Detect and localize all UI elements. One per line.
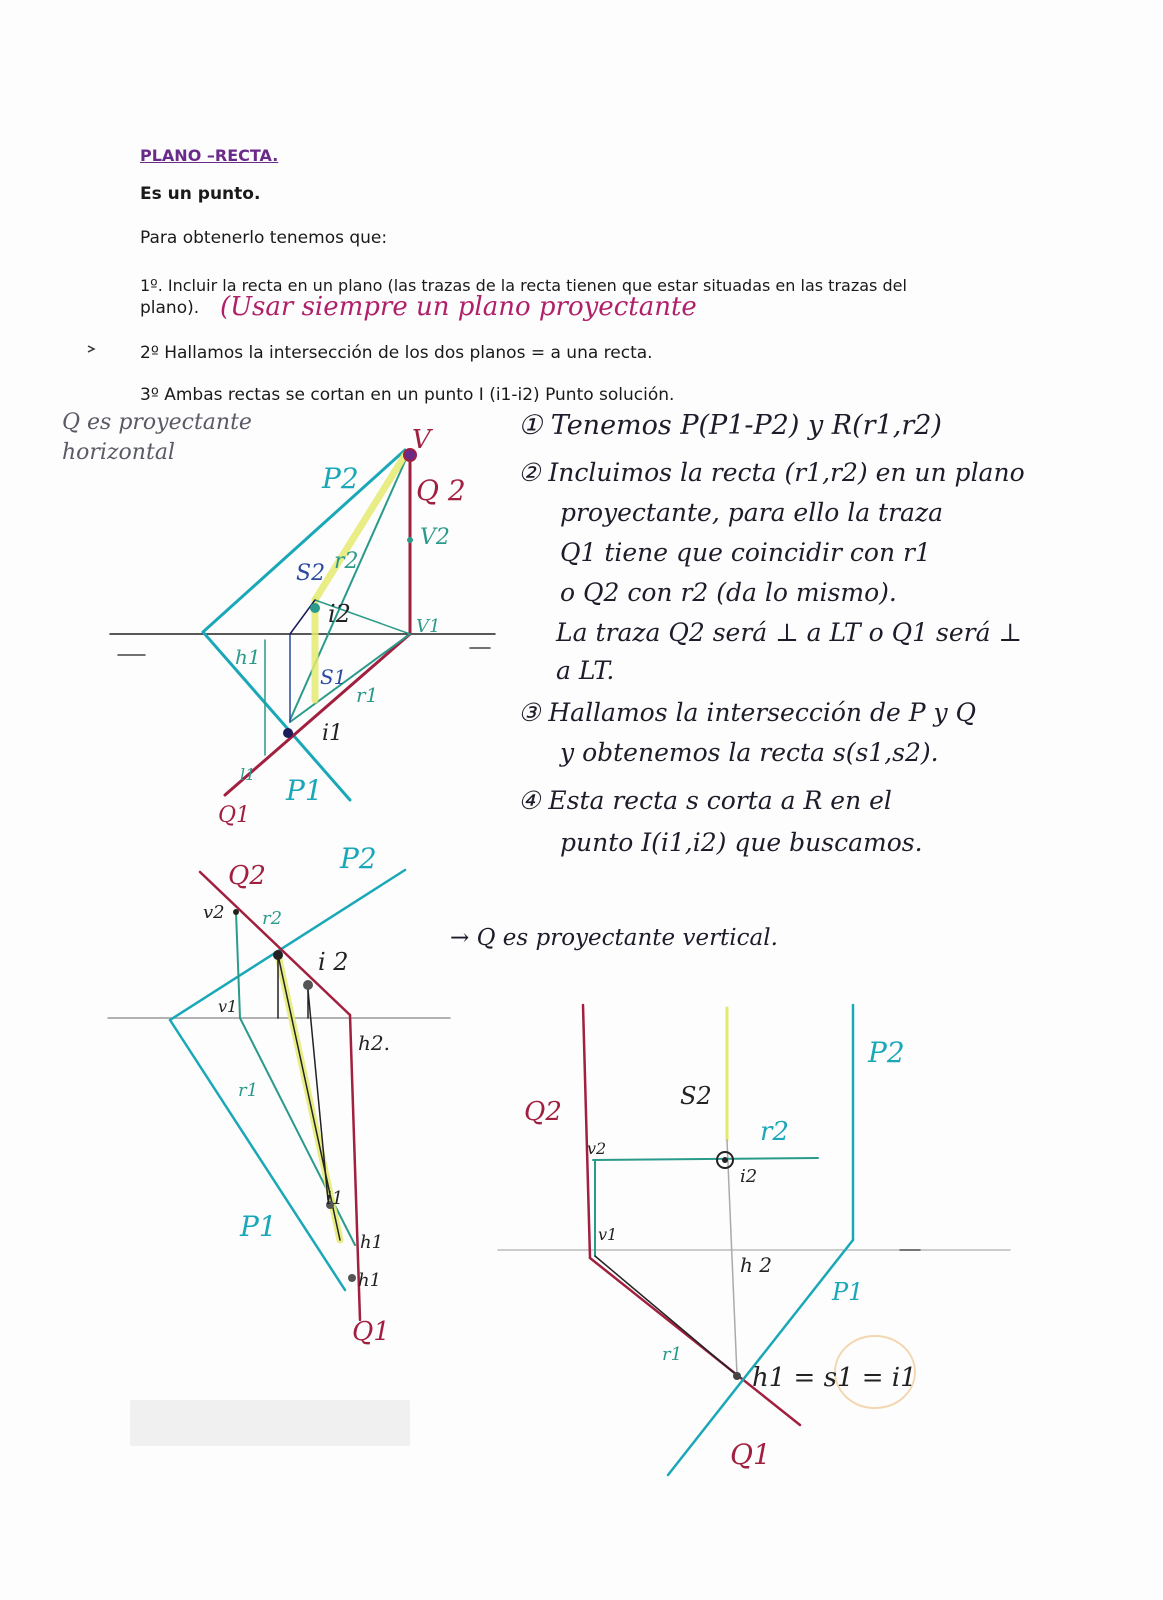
note-q-vertical: → Q es proyectante vertical. [450, 925, 778, 951]
fig1-point-i1 [283, 728, 293, 738]
fig2-label-h2: h2. [358, 1031, 390, 1055]
note-step-2-e: La traza Q2 será ⊥ a LT o Q1 será ⊥ [556, 618, 1022, 647]
fig1-point-i2 [310, 603, 320, 613]
fig2-label-r1: r1 [238, 1080, 259, 1101]
note-step-2-d: o Q2 con r2 (da lo mismo). [560, 578, 897, 607]
note-step-2-a: ② Incluimos la recta (r1,r2) en un plano [518, 458, 1025, 487]
step-1-line-1: 1º. Incluir la recta en un plano (las trazas de la recta tienen que estar situadas en las trazas del [140, 276, 907, 295]
note-step-1: ① Tenemos P(P1-P2) y R(r1,r2) [518, 410, 942, 441]
fig3-trace-q2 [583, 1005, 590, 1258]
fig1-label-q1: Q1 [218, 803, 251, 828]
note-step-4-b: punto I(i1,i2) que buscamos. [560, 828, 923, 857]
fig2-label-i1: i1 [326, 1188, 344, 1209]
fig2-label-h1b: h1 [358, 1270, 382, 1291]
fig1-label-h1: h1 [235, 645, 261, 669]
fig2-label-p2: P2 [340, 842, 377, 875]
fig1-label-v2: V2 [420, 525, 450, 550]
fig2-trace-q2 [200, 872, 350, 1015]
subtitle: Es un punto. [140, 184, 261, 204]
fig2-label-r2: r2 [262, 908, 283, 929]
fig2-point-r2-q2 [273, 950, 283, 960]
fig3-label-p1: P1 [832, 1278, 864, 1306]
fig3-point-i2 [722, 1157, 728, 1163]
figure-3 [498, 1005, 1010, 1475]
fig3-label-i2: i2 [740, 1166, 758, 1187]
fig1-label-r2: r2 [334, 549, 359, 574]
note-step-3-b: y obtenemos la recta s(s1,s2). [560, 738, 939, 767]
fig3-label-v1: v1 [598, 1225, 618, 1244]
fig3-line-i-projection [727, 1140, 737, 1375]
fig2-point-v2 [233, 909, 239, 915]
step-3: 3º Ambas rectas se cortan en un punto I (i1-i2) Punto solución. [140, 385, 675, 405]
fig1-label-p1: P1 [286, 774, 323, 807]
fig2-label-q1: Q1 [352, 1317, 390, 1347]
fig3-trace-q1 [590, 1258, 800, 1425]
fig2-label-p1: P1 [240, 1210, 277, 1243]
fig3-label-p2: P2 [868, 1036, 905, 1069]
fig1-point-v2 [407, 537, 413, 543]
fig1-trace-p2 [203, 450, 405, 632]
note-step-2-c: Q1 tiene que coincidir con r1 [560, 538, 931, 567]
fig1-trace-p1 [203, 632, 350, 800]
note-q-horizontal-line-2: horizontal [62, 440, 175, 465]
fig3-label-q2: Q2 [524, 1097, 562, 1127]
fig2-point-i2 [303, 980, 313, 990]
fig2-label-v1: v1 [218, 997, 238, 1016]
fig1-label-s1: S1 [320, 665, 347, 689]
fig3-label-h2: h 2 [740, 1253, 772, 1277]
page-title: PLANO –RECTA. [140, 146, 279, 165]
fig3-label-v2: v2 [587, 1139, 607, 1158]
note-step-2-b: proyectante, para ello la traza [560, 498, 944, 527]
fig1-label-v1: V1 [416, 616, 441, 637]
fig3-label-r1: r1 [662, 1344, 683, 1365]
fig1-label-i1: i1 [322, 721, 344, 746]
fig1-label-l1: l1 [240, 765, 256, 784]
fig1-label-r1: r1 [356, 683, 379, 707]
note-usar: (Usar siempre un plano proyectante [220, 292, 697, 322]
fig3-label-r2: r2 [760, 1117, 789, 1147]
fig2-label-v2: v2 [203, 902, 225, 923]
fig1-label-s2: S2 [296, 561, 326, 586]
fig1-label-p2: P2 [322, 462, 359, 495]
fig2-label-q2: Q2 [228, 861, 266, 891]
fig3-label-q1: Q1 [730, 1438, 771, 1471]
note-q-horizontal-line-1: Q es proyectante [62, 410, 252, 435]
step-2: 2º Hallamos la intersección de los dos planos = a una recta. [140, 343, 653, 363]
fig3-line-r2 [593, 1158, 818, 1160]
fig2-point-h1 [348, 1274, 356, 1282]
fig3-point-i1 [733, 1372, 741, 1380]
intro-text: Para obtenerlo tenemos que: [140, 228, 388, 248]
note-step-3-a: ③ Hallamos la intersección de P y Q [518, 698, 977, 727]
fig2-label-h1a: h1 [360, 1232, 384, 1253]
fig1-label-v: V [412, 425, 431, 455]
margin-arrow-mark [88, 346, 94, 352]
fig2-label-i2: i 2 [318, 948, 349, 976]
fig1-label-q2: Q 2 [416, 474, 466, 507]
fig1-label-i2: i2 [328, 600, 351, 628]
step-1-line-2: plano). [140, 298, 200, 318]
note-step-2-f: a LT. [556, 656, 615, 685]
figure-2 [108, 870, 450, 1320]
note-step-4-a: ④ Esta recta s corta a R en el [518, 786, 892, 815]
fig3-label-result: h1 = s1 = i1 [752, 1363, 917, 1393]
fig3-label-s2: S2 [680, 1082, 712, 1110]
